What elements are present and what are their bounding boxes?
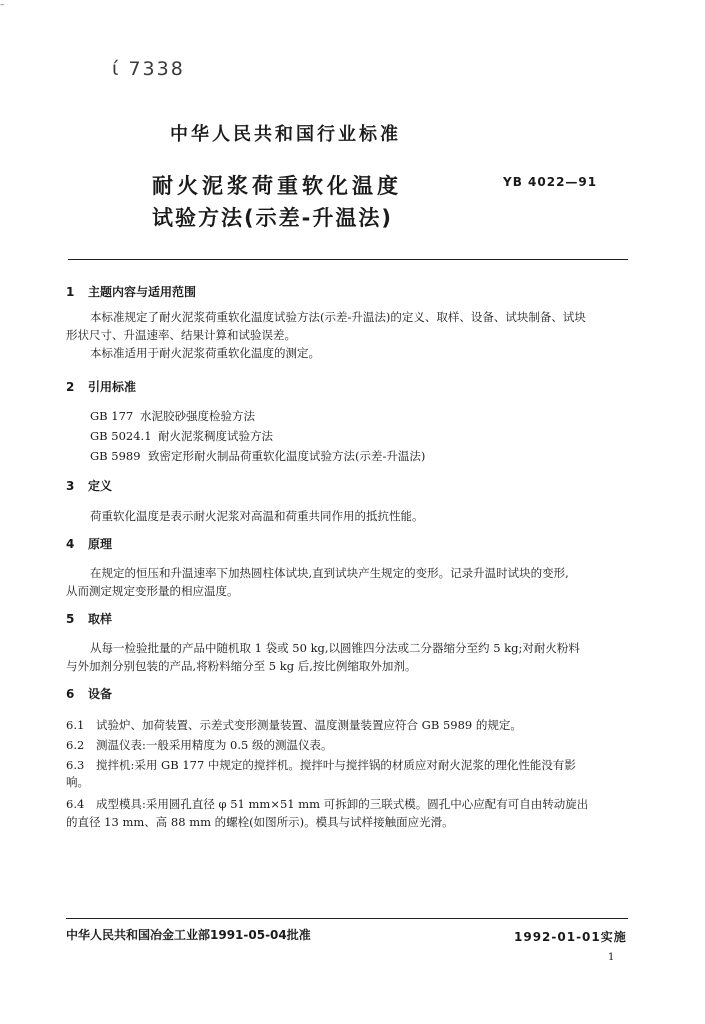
s1-para2: 本标准适用于耐火泥浆荷重软化温度的测定。	[90, 346, 320, 360]
clause-6-2	[66, 736, 332, 754]
section-number: 5	[66, 612, 75, 626]
section-1-heading	[66, 283, 196, 300]
s1-para1-line1: 本标准规定了耐火泥浆荷重软化温度试验方法(示差-升温法)的定义、取样、设备、试块制备、试块	[90, 310, 586, 324]
reference-code: GB 177	[90, 409, 134, 423]
reference-code: GB 5024.1	[90, 429, 152, 443]
reference-name: 耐火泥浆稠度试验方法	[158, 429, 273, 443]
section-2-heading	[66, 378, 136, 395]
s4-para-line2: 从而测定规定变形量的相应温度。	[66, 584, 239, 598]
reference-code: GB 5989	[90, 449, 141, 463]
clause-6-4	[66, 795, 588, 813]
reference-name: 水泥胶砂强度检验方法	[140, 409, 255, 423]
s1-para1-line2: 形状尺寸、升温速率、结果计算和试验误差。	[66, 328, 296, 342]
corner-mark: –	[0, 0, 5, 10]
section-title: 引用标准	[88, 380, 137, 394]
s4-para-line1: 在规定的恒压和升温速率下加热圆柱体试块,直到试块产生规定的变形。记录升温时试块的变形,	[90, 566, 569, 580]
clause-number: 6.2	[66, 738, 85, 752]
clause-6-3	[66, 756, 576, 774]
section-number: 4	[66, 537, 75, 551]
reference-name: 致密定形耐火制品荷重软化温度试验方法(示差-升温法)	[148, 449, 426, 463]
clause-number: 6.3	[66, 758, 85, 772]
section-number: 1	[66, 285, 75, 299]
clause-text: 试验炉、加荷装置、示差式变形测量装置、温度测量装置应符合 GB 5989 的规定。	[96, 718, 522, 732]
section-title: 主题内容与适用范围	[88, 285, 197, 299]
clause-text: 成型模具:采用圆孔直径 φ 51 mm×51 mm 可拆卸的三联式模。圆孔中心应配有可自由转动旋出	[96, 797, 589, 811]
clause-6-3-continued: 响。	[66, 775, 89, 789]
top-divider	[68, 259, 628, 260]
section-number: 6	[66, 687, 75, 701]
section-title: 取样	[88, 612, 113, 626]
clause-number: 6.4	[66, 797, 85, 811]
section-5-heading	[66, 610, 112, 627]
section-title: 设备	[88, 687, 113, 701]
standard-category: 中华人民共和国行业标准	[170, 124, 401, 145]
section-title: 原理	[88, 537, 113, 551]
reference-item	[90, 428, 273, 444]
reference-item	[90, 408, 255, 424]
reference-item	[90, 448, 425, 464]
bottom-divider	[66, 918, 628, 919]
clause-number: 6.1	[66, 718, 85, 732]
approval-line: 中华人民共和国冶金工业部1991-05-04批准	[66, 928, 311, 942]
standard-number: YB 4022—91	[503, 175, 598, 189]
document-code: ί 7338	[112, 58, 185, 80]
title-line-1: 耐火泥浆荷重软化温度	[152, 174, 402, 198]
s3-para: 荷重软化温度是表示耐火泥浆对高温和荷重共同作用的抵抗性能。	[90, 509, 424, 523]
section-3-heading	[66, 477, 112, 494]
effective-date: 1992-01-01实施	[514, 930, 627, 944]
clause-text: 测温仪表:一般采用精度为 0.5 级的测温仪表。	[96, 738, 333, 752]
section-4-heading	[66, 535, 112, 552]
page-number: 1	[608, 952, 615, 963]
s5-para-line2: 与外加剂分别包装的产品,将粉料缩分至 5 kg 后,按比例缩取外加剂。	[66, 659, 417, 673]
clause-6-4-continued: 的直径 13 mm、高 88 mm 的螺栓(如图所示)。模具与试样接触面应光滑。	[66, 815, 454, 829]
section-number: 3	[66, 479, 75, 493]
s5-para-line1: 从每一检验批量的产品中随机取 1 袋或 50 kg,以圆锥四分法或二分器缩分至约 5 kg;对耐火粉料	[90, 641, 580, 655]
section-6-heading	[66, 685, 112, 702]
section-title: 定义	[88, 479, 113, 493]
section-number: 2	[66, 380, 75, 394]
title-line-2: 试验方法(示差-升温法)	[152, 206, 393, 230]
clause-6-1	[66, 716, 522, 734]
clause-text: 搅拌机:采用 GB 177 中规定的搅拌机。搅拌叶与搅拌锅的材质应对耐火泥浆的理化性能没有影	[96, 758, 576, 772]
